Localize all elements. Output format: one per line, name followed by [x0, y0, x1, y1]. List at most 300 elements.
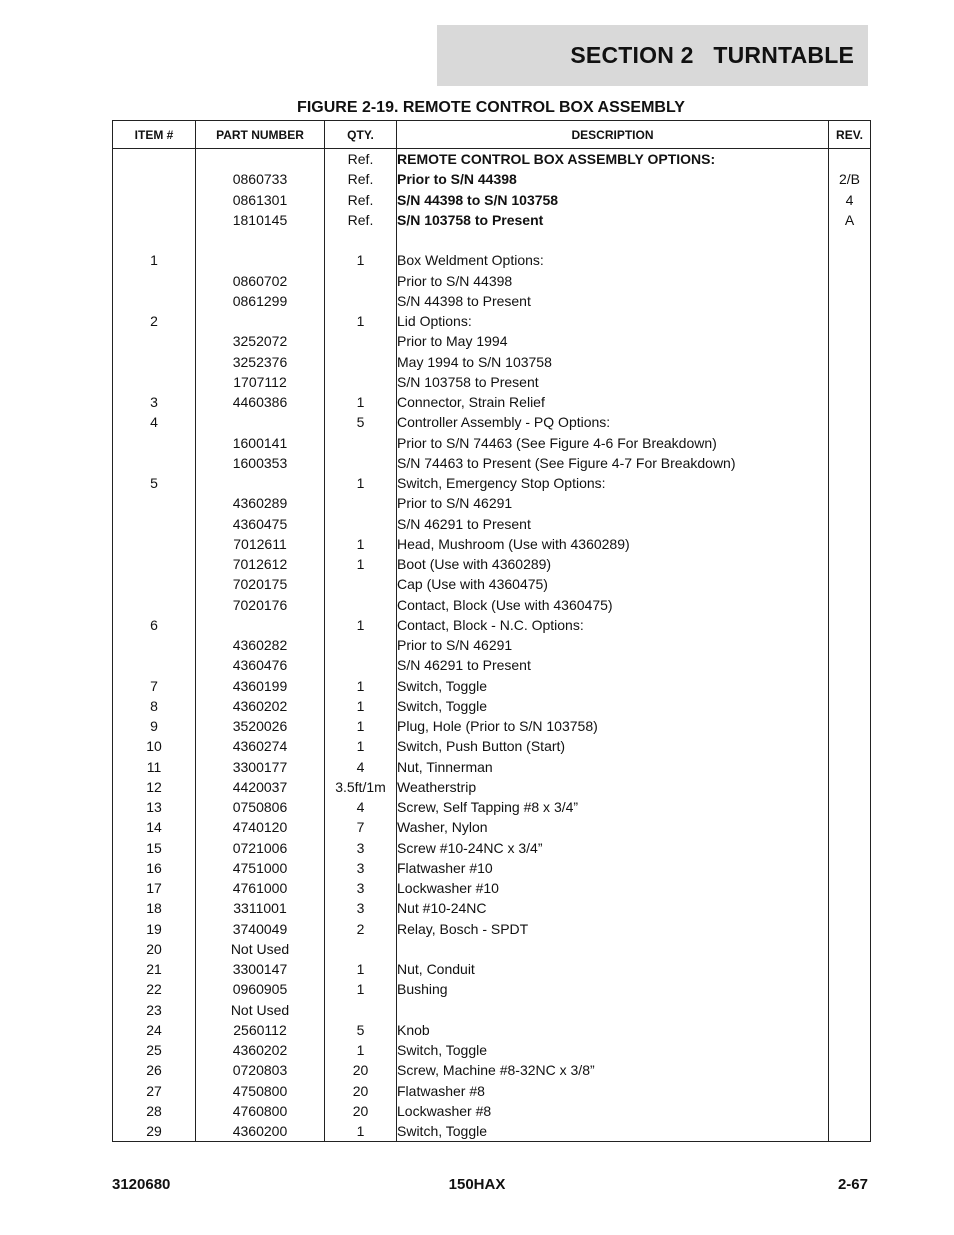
revision-cell — [829, 1000, 871, 1020]
revision-cell — [829, 331, 871, 351]
description-cell: Lockwasher #10 — [397, 878, 829, 898]
description-cell: Switch, Toggle — [397, 1040, 829, 1060]
item-number-cell: 25 — [113, 1040, 196, 1060]
revision-cell — [829, 615, 871, 635]
table-row — [113, 716, 871, 736]
item-number-cell: 9 — [113, 716, 196, 736]
figure-title: FIGURE 2-19. REMOTE CONTROL BOX ASSEMBLY — [297, 99, 685, 116]
quantity-cell — [325, 352, 397, 372]
revision-cell: A — [829, 210, 871, 230]
part-number-cell: 3252376 — [196, 352, 325, 372]
table-row — [113, 392, 871, 412]
description-cell: Switch, Emergency Stop Options: — [397, 473, 829, 493]
section-title: SECTION 2 TURNTABLE — [570, 42, 854, 68]
item-number-cell: 15 — [113, 838, 196, 858]
table-row — [113, 777, 871, 797]
part-number-cell: 4360475 — [196, 514, 325, 534]
revision-cell — [829, 797, 871, 817]
table-row — [113, 230, 871, 250]
table-row — [113, 676, 871, 696]
quantity-cell — [325, 291, 397, 311]
quantity-cell: 1 — [325, 716, 397, 736]
table-row — [113, 291, 871, 311]
part-number-cell: 4360282 — [196, 635, 325, 655]
part-number-cell — [196, 149, 325, 170]
description-cell: REMOTE CONTROL BOX ASSEMBLY OPTIONS: — [397, 149, 829, 170]
quantity-cell: 1 — [325, 959, 397, 979]
revision-cell — [829, 1020, 871, 1040]
item-number-cell: 1 — [113, 250, 196, 270]
part-number-cell — [196, 473, 325, 493]
description-cell: Screw, Self Tapping #8 x 3/4” — [397, 797, 829, 817]
item-number-cell — [113, 372, 196, 392]
quantity-cell: 3 — [325, 838, 397, 858]
description-cell: S/N 74463 to Present (See Figure 4-7 For Breakdown) — [397, 453, 829, 473]
part-number-cell: 4360476 — [196, 655, 325, 675]
column-header-part-number: PART NUMBER — [196, 121, 325, 149]
table-row — [113, 311, 871, 331]
item-number-cell — [113, 169, 196, 189]
table-row — [113, 1020, 871, 1040]
quantity-cell — [325, 271, 397, 291]
revision-cell — [829, 1040, 871, 1060]
description-cell — [397, 230, 829, 250]
item-number-cell — [113, 331, 196, 351]
part-number-cell: 0960905 — [196, 979, 325, 999]
table-row — [113, 554, 871, 574]
revision-cell — [829, 230, 871, 250]
quantity-cell: 20 — [325, 1060, 397, 1080]
revision-cell — [829, 595, 871, 615]
part-number-cell: 1810145 — [196, 210, 325, 230]
quantity-cell: 3 — [325, 898, 397, 918]
table-row — [113, 453, 871, 473]
quantity-cell — [325, 372, 397, 392]
part-number-cell: 0860733 — [196, 169, 325, 189]
description-cell: Lockwasher #8 — [397, 1101, 829, 1121]
table-row — [113, 1040, 871, 1060]
description-cell: Prior to S/N 44398 — [397, 169, 829, 189]
part-number-cell: 7012611 — [196, 534, 325, 554]
revision-cell — [829, 1121, 871, 1142]
table-header-row — [113, 121, 871, 149]
quantity-cell — [325, 1000, 397, 1020]
quantity-cell — [325, 574, 397, 594]
part-number-cell: 4750800 — [196, 1081, 325, 1101]
item-number-cell: 24 — [113, 1020, 196, 1040]
revision-cell: 2/B — [829, 169, 871, 189]
item-number-cell — [113, 635, 196, 655]
quantity-cell: 1 — [325, 1040, 397, 1060]
revision-cell — [829, 736, 871, 756]
item-number-cell — [113, 453, 196, 473]
description-cell: S/N 103758 to Present — [397, 210, 829, 230]
description-cell — [397, 939, 829, 959]
description-cell: Boot (Use with 4360289) — [397, 554, 829, 574]
quantity-cell: 1 — [325, 392, 397, 412]
table-row — [113, 412, 871, 432]
table-row — [113, 1000, 871, 1020]
item-number-cell: 10 — [113, 736, 196, 756]
description-cell — [397, 1000, 829, 1020]
table-row — [113, 878, 871, 898]
description-cell: Prior to S/N 44398 — [397, 271, 829, 291]
item-number-cell: 21 — [113, 959, 196, 979]
revision-cell — [829, 352, 871, 372]
table-row — [113, 331, 871, 351]
description-cell: Prior to S/N 46291 — [397, 635, 829, 655]
revision-cell — [829, 291, 871, 311]
revision-cell — [829, 372, 871, 392]
description-cell: Head, Mushroom (Use with 4360289) — [397, 534, 829, 554]
quantity-cell: Ref. — [325, 149, 397, 170]
table-row — [113, 858, 871, 878]
table-row — [113, 372, 871, 392]
quantity-cell — [325, 514, 397, 534]
item-number-cell — [113, 493, 196, 513]
part-number-cell: Not Used — [196, 1000, 325, 1020]
table-row — [113, 696, 871, 716]
item-number-cell — [113, 433, 196, 453]
description-cell: S/N 44398 to Present — [397, 291, 829, 311]
description-cell: Controller Assembly - PQ Options: — [397, 412, 829, 432]
description-cell: Prior to May 1994 — [397, 331, 829, 351]
item-number-cell: 27 — [113, 1081, 196, 1101]
description-cell: S/N 103758 to Present — [397, 372, 829, 392]
item-number-cell — [113, 595, 196, 615]
item-number-cell — [113, 554, 196, 574]
description-cell: Cap (Use with 4360475) — [397, 574, 829, 594]
revision-cell — [829, 534, 871, 554]
description-cell: Connector, Strain Relief — [397, 392, 829, 412]
table-row — [113, 595, 871, 615]
part-number-cell: 3252072 — [196, 331, 325, 351]
description-cell: Switch, Push Button (Start) — [397, 736, 829, 756]
description-cell: Prior to S/N 46291 — [397, 493, 829, 513]
quantity-cell: 1 — [325, 534, 397, 554]
part-number-cell — [196, 230, 325, 250]
item-number-cell: 12 — [113, 777, 196, 797]
item-number-cell: 11 — [113, 757, 196, 777]
revision-cell — [829, 716, 871, 736]
part-number-cell: 7020176 — [196, 595, 325, 615]
item-number-cell — [113, 514, 196, 534]
part-number-cell: 4420037 — [196, 777, 325, 797]
table-row — [113, 473, 871, 493]
table-row — [113, 1081, 871, 1101]
description-cell: Switch, Toggle — [397, 1121, 829, 1142]
part-number-cell: 1600141 — [196, 433, 325, 453]
description-cell: Nut, Tinnerman — [397, 757, 829, 777]
quantity-cell: 3 — [325, 858, 397, 878]
item-number-cell: 2 — [113, 311, 196, 331]
revision-cell: 4 — [829, 190, 871, 210]
part-number-cell: 4761000 — [196, 878, 325, 898]
quantity-cell: Ref. — [325, 190, 397, 210]
part-number-cell: 4360202 — [196, 696, 325, 716]
item-number-cell: 17 — [113, 878, 196, 898]
item-number-cell: 29 — [113, 1121, 196, 1142]
part-number-cell: 3740049 — [196, 919, 325, 939]
item-number-cell: 7 — [113, 676, 196, 696]
table-row — [113, 898, 871, 918]
description-cell: Washer, Nylon — [397, 817, 829, 837]
description-cell: Screw, Machine #8-32NC x 3/8” — [397, 1060, 829, 1080]
revision-cell — [829, 149, 871, 170]
revision-cell — [829, 433, 871, 453]
table-row — [113, 838, 871, 858]
revision-cell — [829, 635, 871, 655]
quantity-cell — [325, 595, 397, 615]
description-cell: S/N 46291 to Present — [397, 655, 829, 675]
item-number-cell: 13 — [113, 797, 196, 817]
description-cell: Switch, Toggle — [397, 676, 829, 696]
footer-manual-number: 3120680 — [112, 1176, 171, 1193]
quantity-cell: 1 — [325, 250, 397, 270]
part-number-cell — [196, 311, 325, 331]
revision-cell — [829, 574, 871, 594]
item-number-cell: 8 — [113, 696, 196, 716]
quantity-cell: 20 — [325, 1101, 397, 1121]
item-number-cell: 28 — [113, 1101, 196, 1121]
quantity-cell: 4 — [325, 797, 397, 817]
part-number-cell: 4360274 — [196, 736, 325, 756]
part-number-cell: 3311001 — [196, 898, 325, 918]
revision-cell — [829, 838, 871, 858]
revision-cell — [829, 979, 871, 999]
table-row — [113, 433, 871, 453]
table-row — [113, 190, 871, 210]
table-row — [113, 514, 871, 534]
quantity-cell — [325, 331, 397, 351]
revision-cell — [829, 1101, 871, 1121]
item-number-cell — [113, 291, 196, 311]
table-row — [113, 250, 871, 270]
part-number-cell: 4740120 — [196, 817, 325, 837]
revision-cell — [829, 271, 871, 291]
description-cell: S/N 44398 to S/N 103758 — [397, 190, 829, 210]
part-number-cell: 0861301 — [196, 190, 325, 210]
footer-model: 150HAX — [448, 1176, 506, 1193]
quantity-cell: 7 — [325, 817, 397, 837]
part-number-cell: 0720803 — [196, 1060, 325, 1080]
item-number-cell: 4 — [113, 412, 196, 432]
description-cell: Relay, Bosch - SPDT — [397, 919, 829, 939]
item-number-cell — [113, 574, 196, 594]
revision-cell — [829, 676, 871, 696]
item-number-cell — [113, 352, 196, 372]
revision-cell — [829, 817, 871, 837]
table-row — [113, 615, 871, 635]
part-number-cell: 3520026 — [196, 716, 325, 736]
parts-table — [112, 120, 871, 1142]
part-number-cell: 2560112 — [196, 1020, 325, 1040]
table-row — [113, 352, 871, 372]
item-number-cell: 19 — [113, 919, 196, 939]
revision-cell — [829, 392, 871, 412]
table-row — [113, 1101, 871, 1121]
part-number-cell — [196, 412, 325, 432]
table-row — [113, 757, 871, 777]
description-cell: Box Weldment Options: — [397, 250, 829, 270]
part-number-cell: 0861299 — [196, 291, 325, 311]
table-row — [113, 817, 871, 837]
part-number-cell: 0721006 — [196, 838, 325, 858]
revision-cell — [829, 777, 871, 797]
revision-cell — [829, 655, 871, 675]
item-number-cell: 6 — [113, 615, 196, 635]
quantity-cell: 1 — [325, 1121, 397, 1142]
quantity-cell — [325, 230, 397, 250]
item-number-cell — [113, 534, 196, 554]
description-cell: Weatherstrip — [397, 777, 829, 797]
description-cell: Contact, Block (Use with 4360475) — [397, 595, 829, 615]
part-number-cell: 1707112 — [196, 372, 325, 392]
quantity-cell: 4 — [325, 757, 397, 777]
part-number-cell: 4360289 — [196, 493, 325, 513]
quantity-cell: 5 — [325, 412, 397, 432]
revision-cell — [829, 554, 871, 574]
quantity-cell: 3.5ft/1m — [325, 777, 397, 797]
revision-cell — [829, 878, 871, 898]
part-number-cell — [196, 250, 325, 270]
part-number-cell: 3300147 — [196, 959, 325, 979]
table-row — [113, 736, 871, 756]
revision-cell — [829, 493, 871, 513]
quantity-cell: 1 — [325, 473, 397, 493]
revision-cell — [829, 412, 871, 432]
item-number-cell — [113, 271, 196, 291]
table-row — [113, 493, 871, 513]
quantity-cell: 1 — [325, 979, 397, 999]
table-row — [113, 655, 871, 675]
item-number-cell — [113, 210, 196, 230]
item-number-cell — [113, 149, 196, 170]
table-row — [113, 797, 871, 817]
item-number-cell — [113, 655, 196, 675]
description-cell: S/N 46291 to Present — [397, 514, 829, 534]
part-number-cell: 4751000 — [196, 858, 325, 878]
description-cell: Lid Options: — [397, 311, 829, 331]
description-cell: Nut #10-24NC — [397, 898, 829, 918]
part-number-cell: 1600353 — [196, 453, 325, 473]
quantity-cell: 20 — [325, 1081, 397, 1101]
item-number-cell: 14 — [113, 817, 196, 837]
item-number-cell: 18 — [113, 898, 196, 918]
part-number-cell: 4360199 — [196, 676, 325, 696]
quantity-cell — [325, 433, 397, 453]
table-row — [113, 169, 871, 189]
table-row — [113, 959, 871, 979]
part-number-cell: 4460386 — [196, 392, 325, 412]
quantity-cell: Ref. — [325, 169, 397, 189]
table-row — [113, 574, 871, 594]
quantity-cell: 1 — [325, 696, 397, 716]
part-number-cell — [196, 615, 325, 635]
item-number-cell: 20 — [113, 939, 196, 959]
item-number-cell — [113, 190, 196, 210]
revision-cell — [829, 473, 871, 493]
parts-table-body — [113, 149, 871, 1142]
quantity-cell: 5 — [325, 1020, 397, 1040]
part-number-cell: 0750806 — [196, 797, 325, 817]
part-number-cell: 7020175 — [196, 574, 325, 594]
part-number-cell: Not Used — [196, 939, 325, 959]
quantity-cell — [325, 493, 397, 513]
part-number-cell: 4360202 — [196, 1040, 325, 1060]
column-header-description: DESCRIPTION — [397, 121, 829, 149]
part-number-cell: 7012612 — [196, 554, 325, 574]
quantity-cell — [325, 453, 397, 473]
quantity-cell: 1 — [325, 676, 397, 696]
quantity-cell: 1 — [325, 311, 397, 331]
description-cell: May 1994 to S/N 103758 — [397, 352, 829, 372]
table-row — [113, 635, 871, 655]
column-header-qty: QTY. — [325, 121, 397, 149]
description-cell: Contact, Block - N.C. Options: — [397, 615, 829, 635]
quantity-cell — [325, 939, 397, 959]
revision-cell — [829, 939, 871, 959]
description-cell: Bushing — [397, 979, 829, 999]
section-header — [437, 25, 868, 86]
description-cell: Prior to S/N 74463 (See Figure 4-6 For Breakdown) — [397, 433, 829, 453]
revision-cell — [829, 757, 871, 777]
table-row — [113, 979, 871, 999]
revision-cell — [829, 514, 871, 534]
description-cell: Flatwasher #10 — [397, 858, 829, 878]
quantity-cell — [325, 635, 397, 655]
description-cell: Flatwasher #8 — [397, 1081, 829, 1101]
revision-cell — [829, 453, 871, 473]
quantity-cell — [325, 655, 397, 675]
quantity-cell: 2 — [325, 919, 397, 939]
part-number-cell: 0860702 — [196, 271, 325, 291]
table-row — [113, 1121, 871, 1142]
revision-cell — [829, 898, 871, 918]
part-number-cell: 4760800 — [196, 1101, 325, 1121]
item-number-cell — [113, 230, 196, 250]
table-row — [113, 939, 871, 959]
item-number-cell: 26 — [113, 1060, 196, 1080]
description-cell: Nut, Conduit — [397, 959, 829, 979]
table-row — [113, 1060, 871, 1080]
quantity-cell: Ref. — [325, 210, 397, 230]
description-cell: Switch, Toggle — [397, 696, 829, 716]
table-row — [113, 271, 871, 291]
revision-cell — [829, 311, 871, 331]
table-row — [113, 534, 871, 554]
quantity-cell: 1 — [325, 615, 397, 635]
item-number-cell: 3 — [113, 392, 196, 412]
quantity-cell: 3 — [325, 878, 397, 898]
item-number-cell: 22 — [113, 979, 196, 999]
description-cell: Plug, Hole (Prior to S/N 103758) — [397, 716, 829, 736]
revision-cell — [829, 250, 871, 270]
revision-cell — [829, 1060, 871, 1080]
part-number-cell: 3300177 — [196, 757, 325, 777]
item-number-cell: 16 — [113, 858, 196, 878]
table-row — [113, 919, 871, 939]
column-header-item: ITEM # — [113, 121, 196, 149]
quantity-cell: 1 — [325, 736, 397, 756]
revision-cell — [829, 858, 871, 878]
revision-cell — [829, 1081, 871, 1101]
quantity-cell: 1 — [325, 554, 397, 574]
part-number-cell: 4360200 — [196, 1121, 325, 1142]
description-cell: Knob — [397, 1020, 829, 1040]
revision-cell — [829, 696, 871, 716]
item-number-cell: 23 — [113, 1000, 196, 1020]
